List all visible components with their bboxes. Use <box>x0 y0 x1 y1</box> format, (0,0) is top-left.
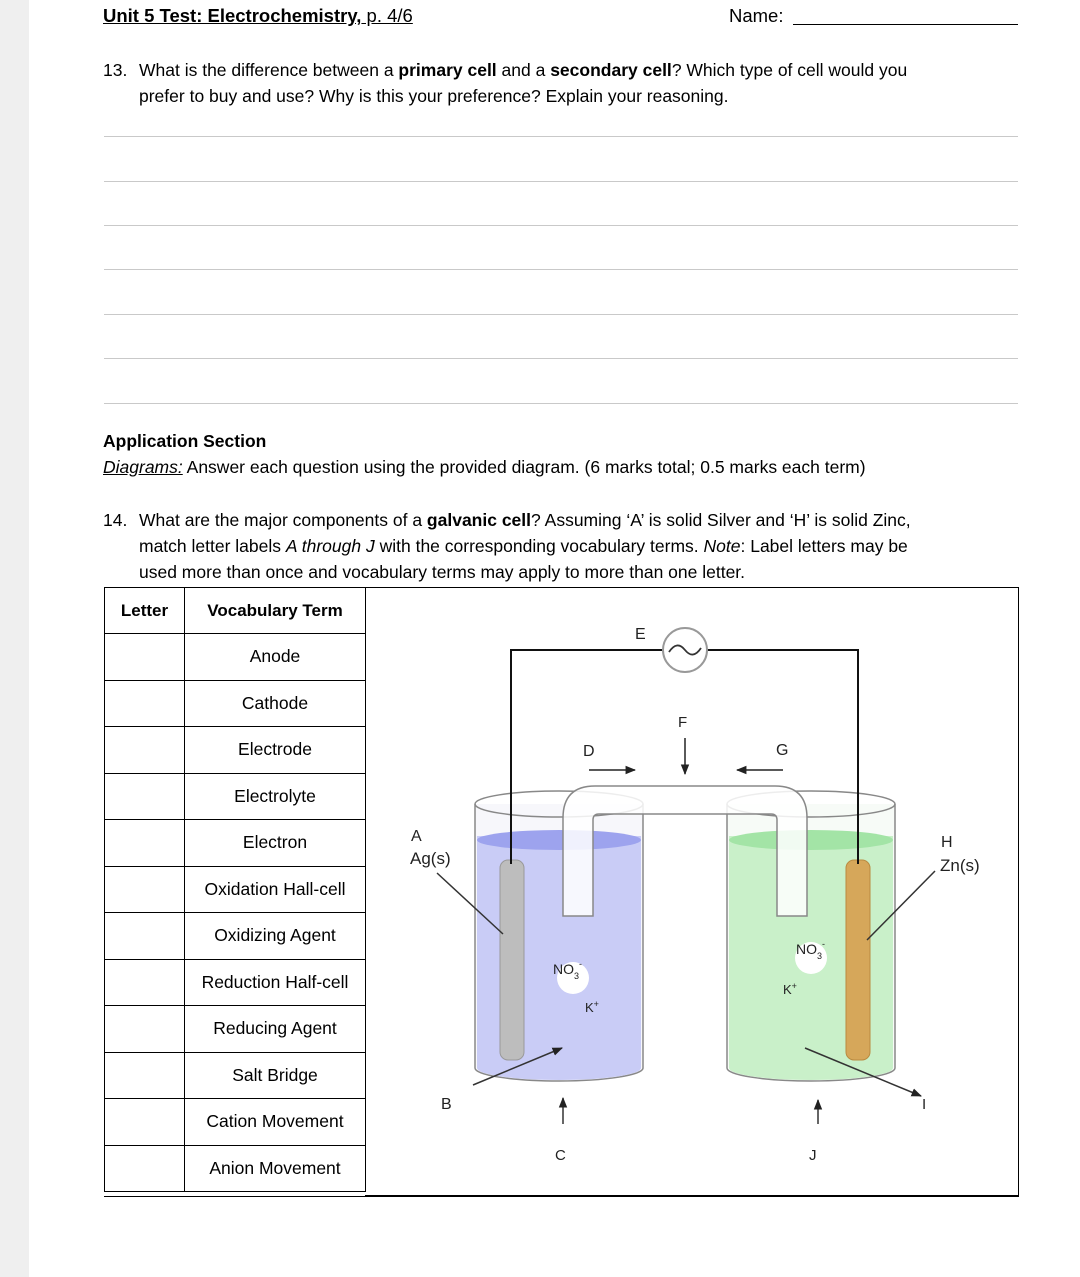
test-title: Unit 5 Test: Electrochemistry, p. 4/6 <box>103 5 413 26</box>
silver-electrode <box>500 860 524 1060</box>
letter-answer-cell[interactable] <box>105 773 185 820</box>
letter-answer-cell[interactable] <box>105 1006 185 1053</box>
nitrate-label-right: $NO_3^-$ <box>796 939 826 961</box>
question-13 <box>103 57 1023 113</box>
right-solution-surface <box>729 830 893 850</box>
label-e: E <box>635 626 646 643</box>
label-h-zn: Zn(s) <box>940 856 980 875</box>
vocab-term: Anion Movement <box>185 1145 366 1192</box>
vocab-term: Reducing Agent <box>185 1006 366 1053</box>
letter-answer-cell[interactable] <box>105 820 185 867</box>
table-row <box>105 727 366 774</box>
name-field-line[interactable] <box>793 24 1018 25</box>
question-13-line2: prefer to buy and use? Why is this your preference? Explain your reasoning. <box>139 86 729 106</box>
table-row <box>105 1145 366 1192</box>
letter-column-header: Letter <box>105 588 185 634</box>
term-column-header: Vocabulary Term <box>185 588 366 634</box>
table-row <box>105 680 366 727</box>
vocab-term: Reduction Half-cell <box>185 959 366 1006</box>
letter-answer-cell[interactable] <box>105 866 185 913</box>
vocab-term: Electron <box>185 820 366 867</box>
galvanic-cell-diagram <box>365 587 1019 1196</box>
answer-line[interactable] <box>104 181 1018 182</box>
answer-line[interactable] <box>104 136 1018 137</box>
question-number: 14. <box>103 510 128 530</box>
table-bottom-border <box>104 1196 1019 1197</box>
letter-answer-cell[interactable] <box>105 1052 185 1099</box>
nitrate-label-left: $NO_3^-$ <box>553 959 583 981</box>
label-b: B <box>441 1096 452 1113</box>
label-g: G <box>776 742 789 759</box>
vocab-term: Salt Bridge <box>185 1052 366 1099</box>
letter-answer-cell[interactable] <box>105 1145 185 1192</box>
table-row <box>105 1052 366 1099</box>
voltmeter-icon <box>663 628 707 672</box>
table-row <box>105 913 366 960</box>
page-number: p. 4/6 <box>361 5 413 26</box>
label-c: C <box>555 1147 566 1164</box>
table-header-row <box>105 588 366 634</box>
question-14 <box>103 507 1023 587</box>
potassium-label-left: K+ <box>585 999 599 1015</box>
vocabulary-table <box>104 587 366 1192</box>
vocab-term: Electrolyte <box>185 773 366 820</box>
vocab-term: Electrode <box>185 727 366 774</box>
vocab-term: Anode <box>185 634 366 681</box>
answer-line[interactable] <box>104 314 1018 315</box>
label-f: F <box>678 714 688 731</box>
table-row <box>105 1099 366 1146</box>
left-solution-surface <box>477 830 641 850</box>
table-row <box>105 866 366 913</box>
question-14-line1: What are the major components of a galvanic cell? Assuming ‘A’ is solid Silver and ‘H’ is solid Zinc, <box>139 510 911 530</box>
question-14-line2: match letter labels A through J with the corresponding vocabulary terms. Note: Label letters may be <box>139 536 908 556</box>
vocab-term: Oxidation Hall-cell <box>185 866 366 913</box>
page-margin <box>0 0 29 1277</box>
letter-answer-cell[interactable] <box>105 634 185 681</box>
galvanic-cell-svg <box>365 588 1019 1197</box>
question-14-line3: used more than once and vocabulary terms may apply to more than one letter. <box>139 562 746 582</box>
vocab-term: Cation Movement <box>185 1099 366 1146</box>
answer-line[interactable] <box>104 358 1018 359</box>
answer-line[interactable] <box>104 269 1018 270</box>
letter-answer-cell[interactable] <box>105 1099 185 1146</box>
answer-line[interactable] <box>104 225 1018 226</box>
section-title: Application Section <box>103 431 267 451</box>
label-h: H <box>941 834 953 851</box>
label-j: J <box>809 1147 817 1164</box>
letter-answer-cell[interactable] <box>105 913 185 960</box>
letter-answer-cell[interactable] <box>105 680 185 727</box>
vocab-term: Cathode <box>185 680 366 727</box>
table-row <box>105 820 366 867</box>
table-row <box>105 1006 366 1053</box>
table-row <box>105 959 366 1006</box>
label-d: D <box>583 743 595 760</box>
label-a-ag: Ag(s) <box>410 849 451 868</box>
letter-answer-cell[interactable] <box>105 727 185 774</box>
label-a: A <box>411 828 422 845</box>
question-13-line1: What is the difference between a primary cell and a secondary cell? Which type of cell would you <box>139 60 908 80</box>
table-row <box>105 773 366 820</box>
table-row <box>105 634 366 681</box>
vocab-term: Oxidizing Agent <box>185 913 366 960</box>
question-number: 13. <box>103 60 128 80</box>
zinc-electrode <box>846 860 870 1060</box>
letter-answer-cell[interactable] <box>105 959 185 1006</box>
answer-line[interactable] <box>104 403 1018 404</box>
name-label: Name: <box>729 5 784 26</box>
diagrams-instructions: Diagrams: Answer each question using the provided diagram. (6 marks total; 0.5 marks each term) <box>103 457 866 477</box>
label-i: I <box>922 1096 927 1113</box>
potassium-label-right: K+ <box>783 981 797 997</box>
